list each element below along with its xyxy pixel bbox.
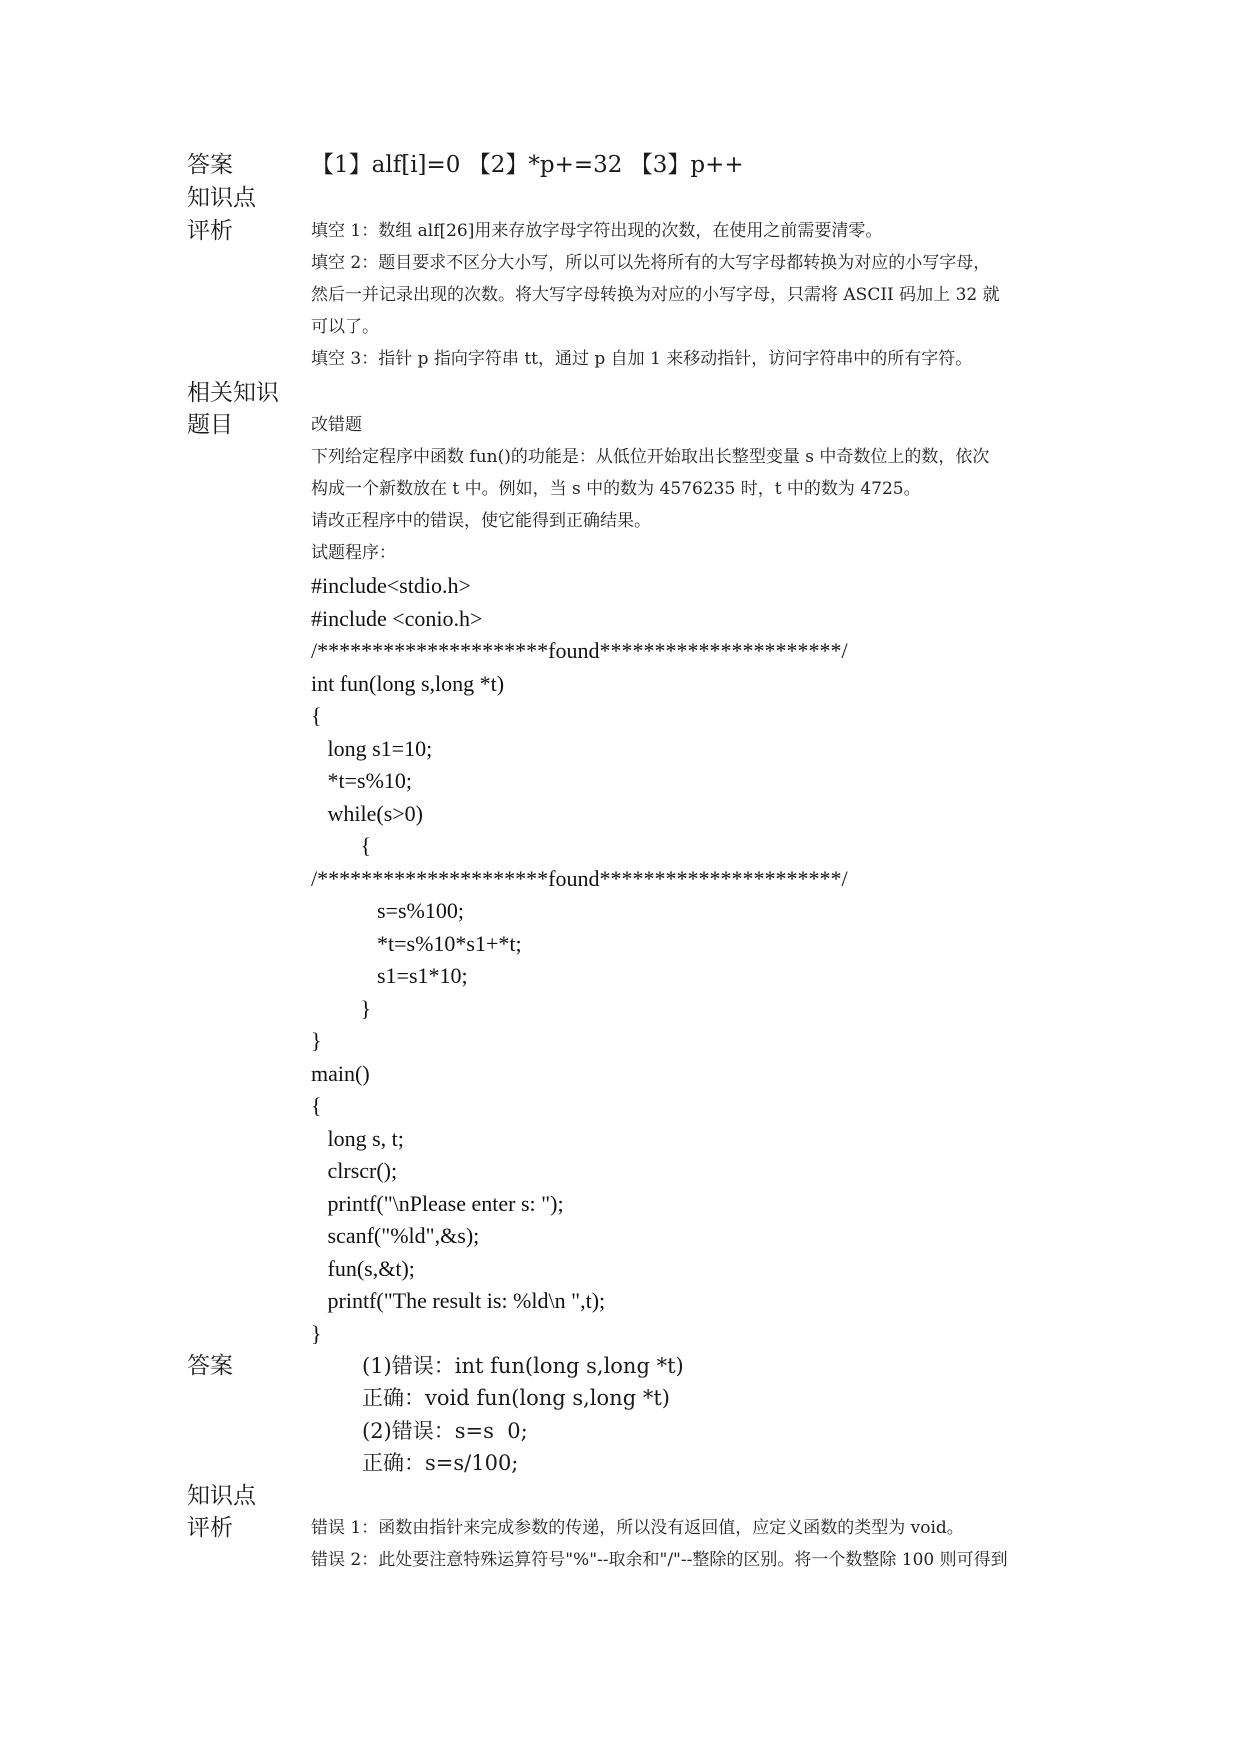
code-line: clrscr(); (311, 1158, 398, 1183)
analysis-line: 错误 1：函数由指针来完成参数的传递，所以没有返回值，应定义函数的类型为 void。 (311, 1518, 964, 1538)
description-line: 请改正程序中的错误，使它能得到正确结果。 (311, 511, 651, 531)
code-line: long s1=10; (311, 736, 433, 761)
analysis-line: 填空 3：指针 p 指向字符串 tt，通过 p 自加 1 来移动指针，访问字符串中的所有字符。 (311, 349, 973, 369)
label-related: 相关知识 (187, 380, 279, 406)
code-line: fun(s,&t); (311, 1256, 415, 1281)
code-line: s1=s1*10; (311, 963, 468, 988)
analysis-line: 错误 2：此处要注意特殊运算符号"%"--取余和"/"--整除的区别。将一个数整除 100 则可得到 (311, 1550, 1008, 1570)
answer-line: 正确：s=s/100; (362, 1451, 519, 1475)
code-line: { (311, 1093, 322, 1118)
code-line: printf("The result is: %ld\n ",t); (311, 1288, 606, 1313)
code-line: { (311, 833, 372, 858)
code-line: scanf("%ld",&s); (311, 1223, 480, 1248)
code-comment-found: /*********************found**********************/ (311, 866, 848, 891)
label-knowledge-1: 知识点 (187, 185, 256, 211)
analysis-line: 填空 1：数组 alf[26]用来存放字母字符出现的次数，在使用之前需要清零。 (311, 221, 883, 241)
description-line: 构成一个新数放在 t 中。例如，当 s 中的数为 4576235 时，t 中的数为 4725。 (311, 479, 921, 499)
code-line: #include<stdio.h> (311, 573, 471, 598)
label-knowledge-2: 知识点 (187, 1483, 256, 1509)
code-line: *t=s%10*s1+*t; (311, 931, 522, 956)
code-line: while(s>0) (311, 801, 423, 826)
answer-line: (2)错误：s=s 0; (362, 1419, 528, 1443)
analysis-line: 可以了。 (311, 317, 379, 337)
code-line: } (311, 1321, 322, 1346)
description-line: 下列给定程序中函数 fun()的功能是：从低位开始取出长整型变量 s 中奇数位上的数，依次 (311, 447, 990, 467)
label-question: 题目 (187, 412, 233, 438)
analysis-line: 填空 2：题目要求不区分大小写，所以可以先将所有的大写字母都转换为对应的小写字母， (311, 253, 991, 273)
analysis-line: 然后一并记录出现的次数。将大写字母转换为对应的小写字母，只需将 ASCII 码加上 32 就 (311, 285, 1000, 305)
code-line: } (311, 996, 372, 1021)
answer-line: (1)错误：int fun(long s,long *t) (362, 1354, 684, 1378)
label-analysis-2: 评析 (187, 1515, 233, 1541)
code-line: printf("\nPlease enter s: "); (311, 1191, 564, 1216)
question-type: 改错题 (311, 415, 362, 435)
code-comment-found: /*********************found**********************/ (311, 638, 848, 663)
description-line: 试题程序： (311, 543, 396, 563)
code-line: } (311, 1028, 322, 1053)
code-line: long s, t; (311, 1126, 404, 1151)
code-line: { (311, 703, 322, 728)
label-analysis-1: 评析 (187, 218, 233, 244)
label-answer-2: 答案 (187, 1353, 233, 1379)
code-line: main() (311, 1061, 370, 1086)
answer-line: 正确：void fun(long s,long *t) (362, 1386, 670, 1410)
code-line: *t=s%10; (311, 768, 413, 793)
answer-text-1: 【1】alf[i]=0 【2】*p+=32 【3】p++ (311, 152, 744, 178)
label-answer-1: 答案 (187, 152, 233, 178)
code-line: #include <conio.h> (311, 606, 483, 631)
code-line: s=s%100; (311, 898, 464, 923)
code-line: int fun(long s,long *t) (311, 671, 505, 696)
